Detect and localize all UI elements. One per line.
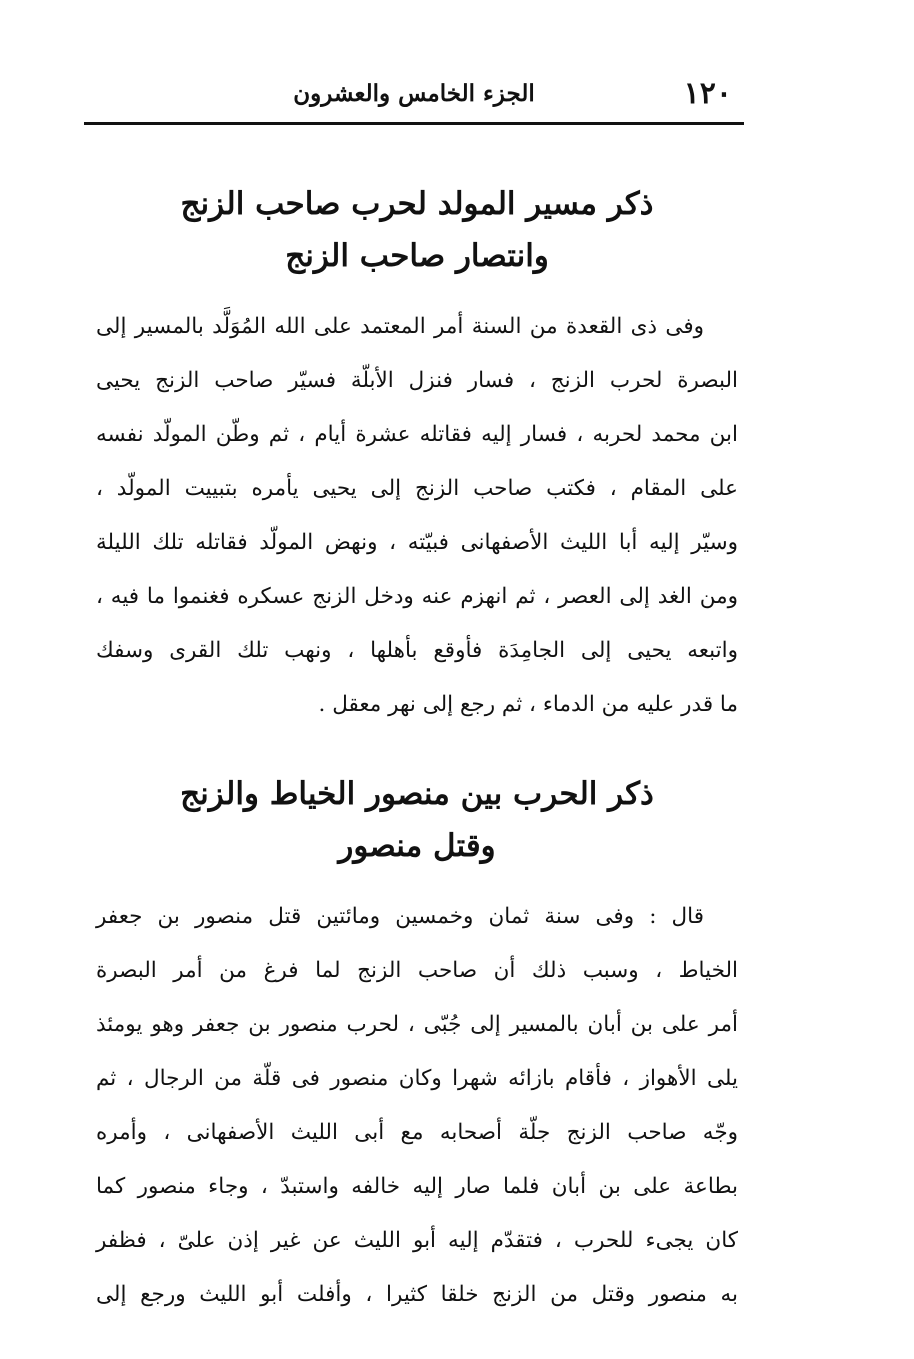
section-mawlid-campaign [96, 178, 738, 732]
body-line: وسيّر إليه أبا الليث الأصفهانى فبيّته ، ونهض المولّد فقاتله تلك الليلة [96, 530, 738, 555]
body-line: وفى ذى القعدة من السنة أمر المعتمد على الله المُوَلَّد بالمسير إلى [96, 314, 704, 339]
body-line: ما قدر عليه من الدماء ، ثم رجع إلى نهر معقل . [318, 692, 738, 717]
section-heading [96, 178, 738, 282]
section-mansur-battle [96, 768, 738, 1322]
body-line: بطاعة على بن أبان فلما صار إليه خالفه واستبدّ ، وجاء منصور كما [96, 1174, 738, 1199]
heading-line: وانتصار صاحب الزنج [285, 238, 549, 274]
volume-title: الجزء الخامس والعشرون [293, 80, 535, 107]
running-header [84, 72, 744, 120]
body-line: على المقام ، فكتب صاحب الزنج إلى يحيى يأمره بتبييت المولّد ، [96, 476, 738, 501]
body-line: واتبعه يحيى إلى الجامِدَة فأوقع بأهلها ، ونهب تلك القرى وسفك [96, 638, 738, 663]
heading-line: ذكر الحرب بين منصور الخياط والزنج [180, 776, 654, 812]
body-line: ومن الغد إلى العصر ، ثم انهزم عنه ودخل الزنج عسكره فغنموا ما فيه ، [96, 584, 738, 609]
header-rule [84, 122, 744, 125]
body-line: يلى الأهواز ، فأقام بازائه شهرا وكان منصور فى قلّة من الرجال ، ثم [96, 1066, 738, 1091]
heading-line: ذكر مسير المولد لحرب صاحب الزنج [180, 186, 654, 222]
body-line: قال : وفى سنة ثمان وخمسين ومائتين قتل منصور بن جعفر [96, 904, 704, 929]
section-heading [96, 768, 738, 872]
body-line: كان يجىء للحرب ، فتقدّم إليه أبو الليث عن غير إذن علىّ ، فظفر [96, 1228, 738, 1253]
section-body [96, 890, 738, 1322]
body-line: البصرة لحرب الزنج ، فسار فنزل الأبلّة فسيّر صاحب الزنج يحيى [96, 368, 738, 393]
body-line: أمر على بن أبان بالمسير إلى جُبّى ، لحرب منصور بن جعفر وهو يومئذ [96, 1012, 738, 1037]
body-line: الخياط ، وسبب ذلك أن صاحب الزنج لما فرغ من أمر البصرة [96, 958, 738, 983]
body-line: وجّه صاحب الزنج جلّة أصحابه مع أبى الليث الأصفهانى ، وأمره [96, 1120, 738, 1145]
section-body [96, 300, 738, 732]
page-number: ١٢٠ [683, 76, 732, 111]
body-line: به منصور وقتل من الزنج خلقا كثيرا ، وأفلت أبو الليث ورجع إلى [96, 1282, 738, 1307]
body-line: ابن محمد لحربه ، فسار إليه فقاتله عشرة أيام ، ثم وطّن المولّد نفسه [96, 422, 738, 447]
heading-line: وقتل منصور [338, 828, 496, 864]
